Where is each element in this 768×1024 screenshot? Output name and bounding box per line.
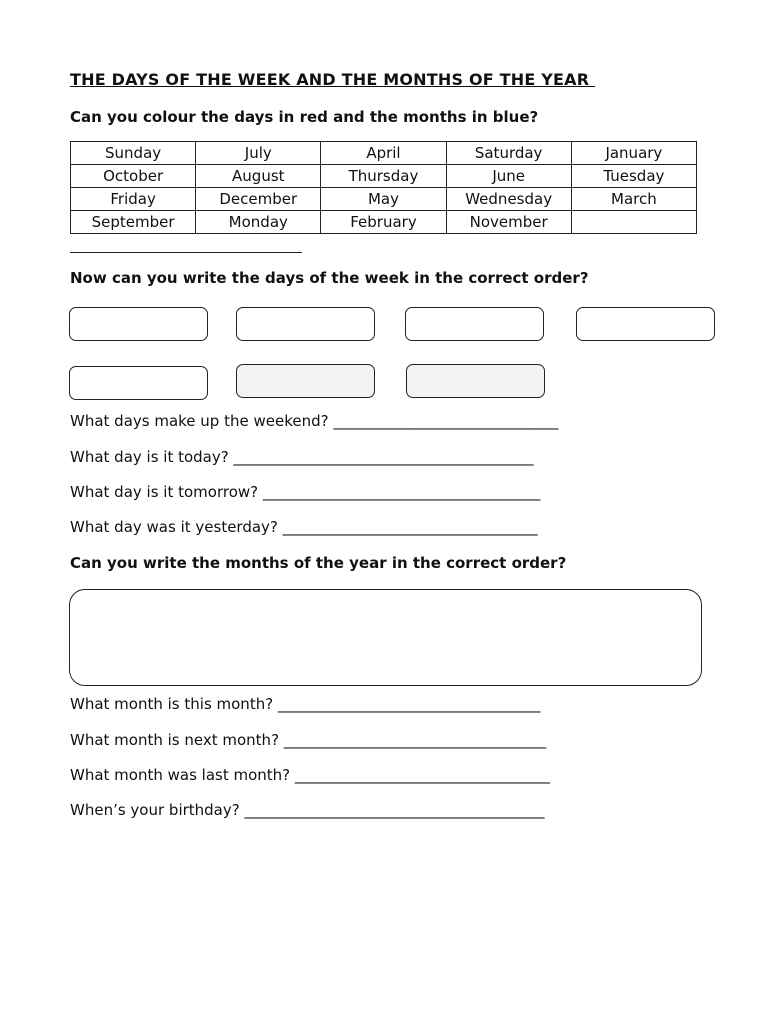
table-cell: Friday [71, 188, 196, 211]
table-row [71, 142, 697, 165]
table-row [71, 165, 697, 188]
table-cell: January [571, 142, 696, 165]
table-row [71, 211, 697, 234]
day-answer-box-4[interactable] [576, 307, 715, 341]
table-cell: Saturday [446, 142, 571, 165]
table-cell: October [71, 165, 196, 188]
table-cell: Sunday [71, 142, 196, 165]
table-cell: Thursday [321, 165, 446, 188]
worksheet-title: THE DAYS OF THE WEEK AND THE MONTHS OF THE YEAR [70, 70, 596, 89]
instruction-months-order: Can you write the months of the year in the correct order? [70, 554, 567, 572]
question-last-month: What month was last month? __________________________________ [70, 766, 550, 784]
table-row [71, 188, 697, 211]
table-cell: December [196, 188, 321, 211]
question-next-month: What month is next month? ___________________________________ [70, 731, 547, 749]
table-cell: May [321, 188, 446, 211]
table-cell: Monday [196, 211, 321, 234]
table-cell: August [196, 165, 321, 188]
question-yesterday: What day was it yesterday? __________________________________ [70, 518, 538, 536]
table-cell: April [321, 142, 446, 165]
question-today: What day is it today? ________________________________________ [70, 448, 534, 466]
table-cell: Tuesday [571, 165, 696, 188]
months-answer-box[interactable] [69, 589, 702, 686]
day-answer-box-7[interactable] [406, 364, 545, 398]
day-answer-box-3[interactable] [405, 307, 544, 341]
table-cell: February [321, 211, 446, 234]
instruction-colour-words: Can you colour the days in red and the months in blue? [70, 108, 539, 126]
divider-line [70, 252, 302, 253]
table-cell: November [446, 211, 571, 234]
question-birthday: When’s your birthday? ________________________________________ [70, 801, 545, 819]
question-this-month: What month is this month? ___________________________________ [70, 695, 541, 713]
day-answer-box-2[interactable] [236, 307, 375, 341]
table-cell: March [571, 188, 696, 211]
day-answer-box-5[interactable] [69, 366, 208, 400]
question-tomorrow: What day is it tomorrow? _____________________________________ [70, 483, 541, 501]
table-cell: July [196, 142, 321, 165]
day-answer-box-1[interactable] [69, 307, 208, 341]
instruction-days-order: Now can you write the days of the week in the correct order? [70, 269, 589, 287]
table-cell: June [446, 165, 571, 188]
day-answer-box-6[interactable] [236, 364, 375, 398]
word-table [70, 141, 697, 234]
question-weekend: What days make up the weekend? ______________________________ [70, 412, 559, 430]
table-cell [571, 211, 696, 234]
table-cell: September [71, 211, 196, 234]
table-cell: Wednesday [446, 188, 571, 211]
